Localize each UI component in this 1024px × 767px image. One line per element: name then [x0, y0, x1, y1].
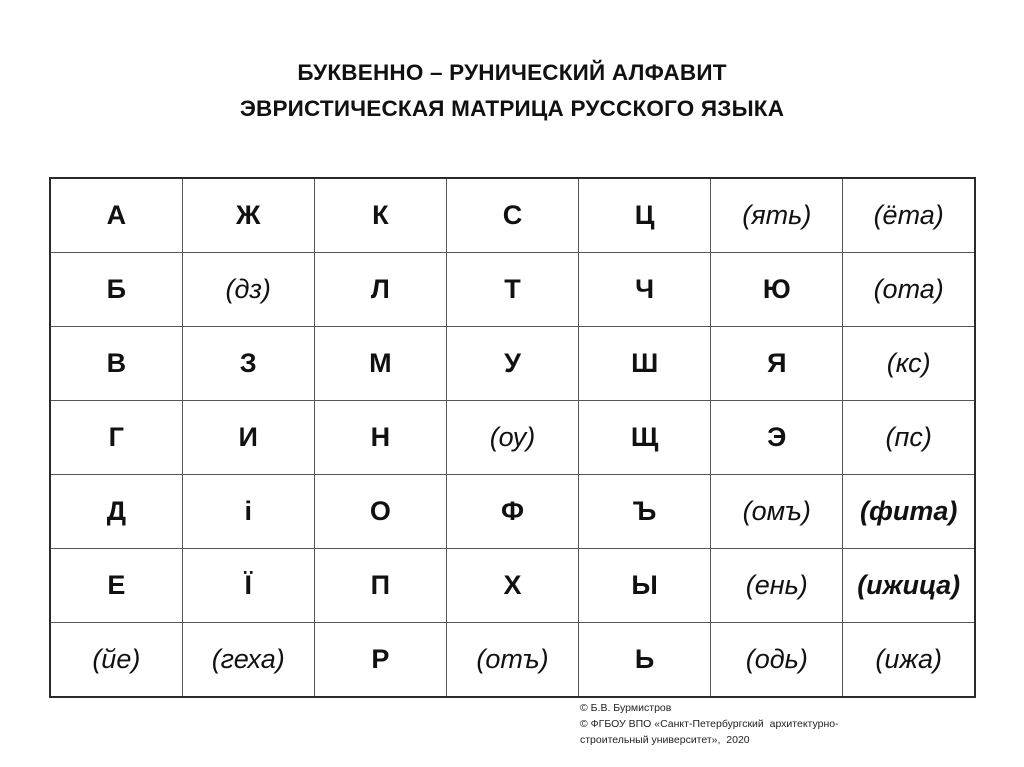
matrix-cell: (ень): [711, 549, 843, 623]
matrix-cell: Т: [446, 253, 578, 327]
matrix-cell: З: [182, 327, 314, 401]
matrix-cell: Ь: [579, 623, 711, 698]
matrix-cell: Ъ: [579, 475, 711, 549]
matrix-cell: і: [182, 475, 314, 549]
matrix-cell: В: [50, 327, 182, 401]
matrix-cell: (ёта): [843, 178, 975, 253]
matrix-cell: О: [314, 475, 446, 549]
matrix-cell: П: [314, 549, 446, 623]
matrix-row: [50, 253, 975, 327]
matrix-cell: Л: [314, 253, 446, 327]
matrix-cell: Е: [50, 549, 182, 623]
credit-line-3: строительный университет», 2020: [580, 734, 750, 746]
matrix-cell: Ш: [579, 327, 711, 401]
credit-line-2: © ФГБОУ ВПО «Санкт-Петербургский архитектурно-: [580, 718, 839, 730]
matrix-cell: (отъ): [446, 623, 578, 698]
matrix-row: [50, 475, 975, 549]
matrix-cell: Ч: [579, 253, 711, 327]
matrix-cell: (ижица): [843, 549, 975, 623]
matrix-cell: (ота): [843, 253, 975, 327]
matrix-cell: (одь): [711, 623, 843, 698]
matrix-cell: (геха): [182, 623, 314, 698]
matrix-cell: Э: [711, 401, 843, 475]
matrix-row: [50, 401, 975, 475]
matrix-cell: Ю: [711, 253, 843, 327]
matrix-cell: Ж: [182, 178, 314, 253]
matrix-cell: Б: [50, 253, 182, 327]
credit-line-1: © Б.В. Бурмистров: [580, 702, 672, 714]
matrix-cell: (пс): [843, 401, 975, 475]
matrix-cell: Я: [711, 327, 843, 401]
matrix-cell: М: [314, 327, 446, 401]
title-line-2: ЭВРИСТИЧЕСКАЯ МАТРИЦА РУССКОГО ЯЗЫКА: [239, 96, 785, 121]
matrix-cell: (кс): [843, 327, 975, 401]
matrix-cell: У: [446, 327, 578, 401]
credit-block: [580, 700, 839, 748]
matrix-cell: (фита): [843, 475, 975, 549]
matrix-cell: (дз): [182, 253, 314, 327]
matrix-cell: Ф: [446, 475, 578, 549]
matrix-cell: С: [446, 178, 578, 253]
matrix-cell: Р: [314, 623, 446, 698]
matrix-cell: (ять): [711, 178, 843, 253]
matrix-cell: Н: [314, 401, 446, 475]
matrix-cell: К: [314, 178, 446, 253]
alphabet-matrix: [49, 177, 976, 698]
matrix-cell: Д: [50, 475, 182, 549]
matrix-cell: (ижа): [843, 623, 975, 698]
matrix-row: [50, 178, 975, 253]
matrix-cell: Ы: [579, 549, 711, 623]
matrix-cell: (омъ): [711, 475, 843, 549]
matrix-cell: (оу): [446, 401, 578, 475]
matrix-row: [50, 549, 975, 623]
matrix-cell: И: [182, 401, 314, 475]
matrix-cell: (йе): [50, 623, 182, 698]
matrix-cell: Х: [446, 549, 578, 623]
matrix-cell: Ї: [182, 549, 314, 623]
matrix-row: [50, 623, 975, 698]
matrix-cell: А: [50, 178, 182, 253]
matrix-body: [50, 178, 975, 697]
matrix-cell: Г: [50, 401, 182, 475]
matrix-cell: Щ: [579, 401, 711, 475]
matrix-cell: Ц: [579, 178, 711, 253]
title-line-1: БУКВЕННО – РУНИЧЕСКИЙ АЛФАВИТ: [297, 60, 727, 85]
matrix-row: [50, 327, 975, 401]
